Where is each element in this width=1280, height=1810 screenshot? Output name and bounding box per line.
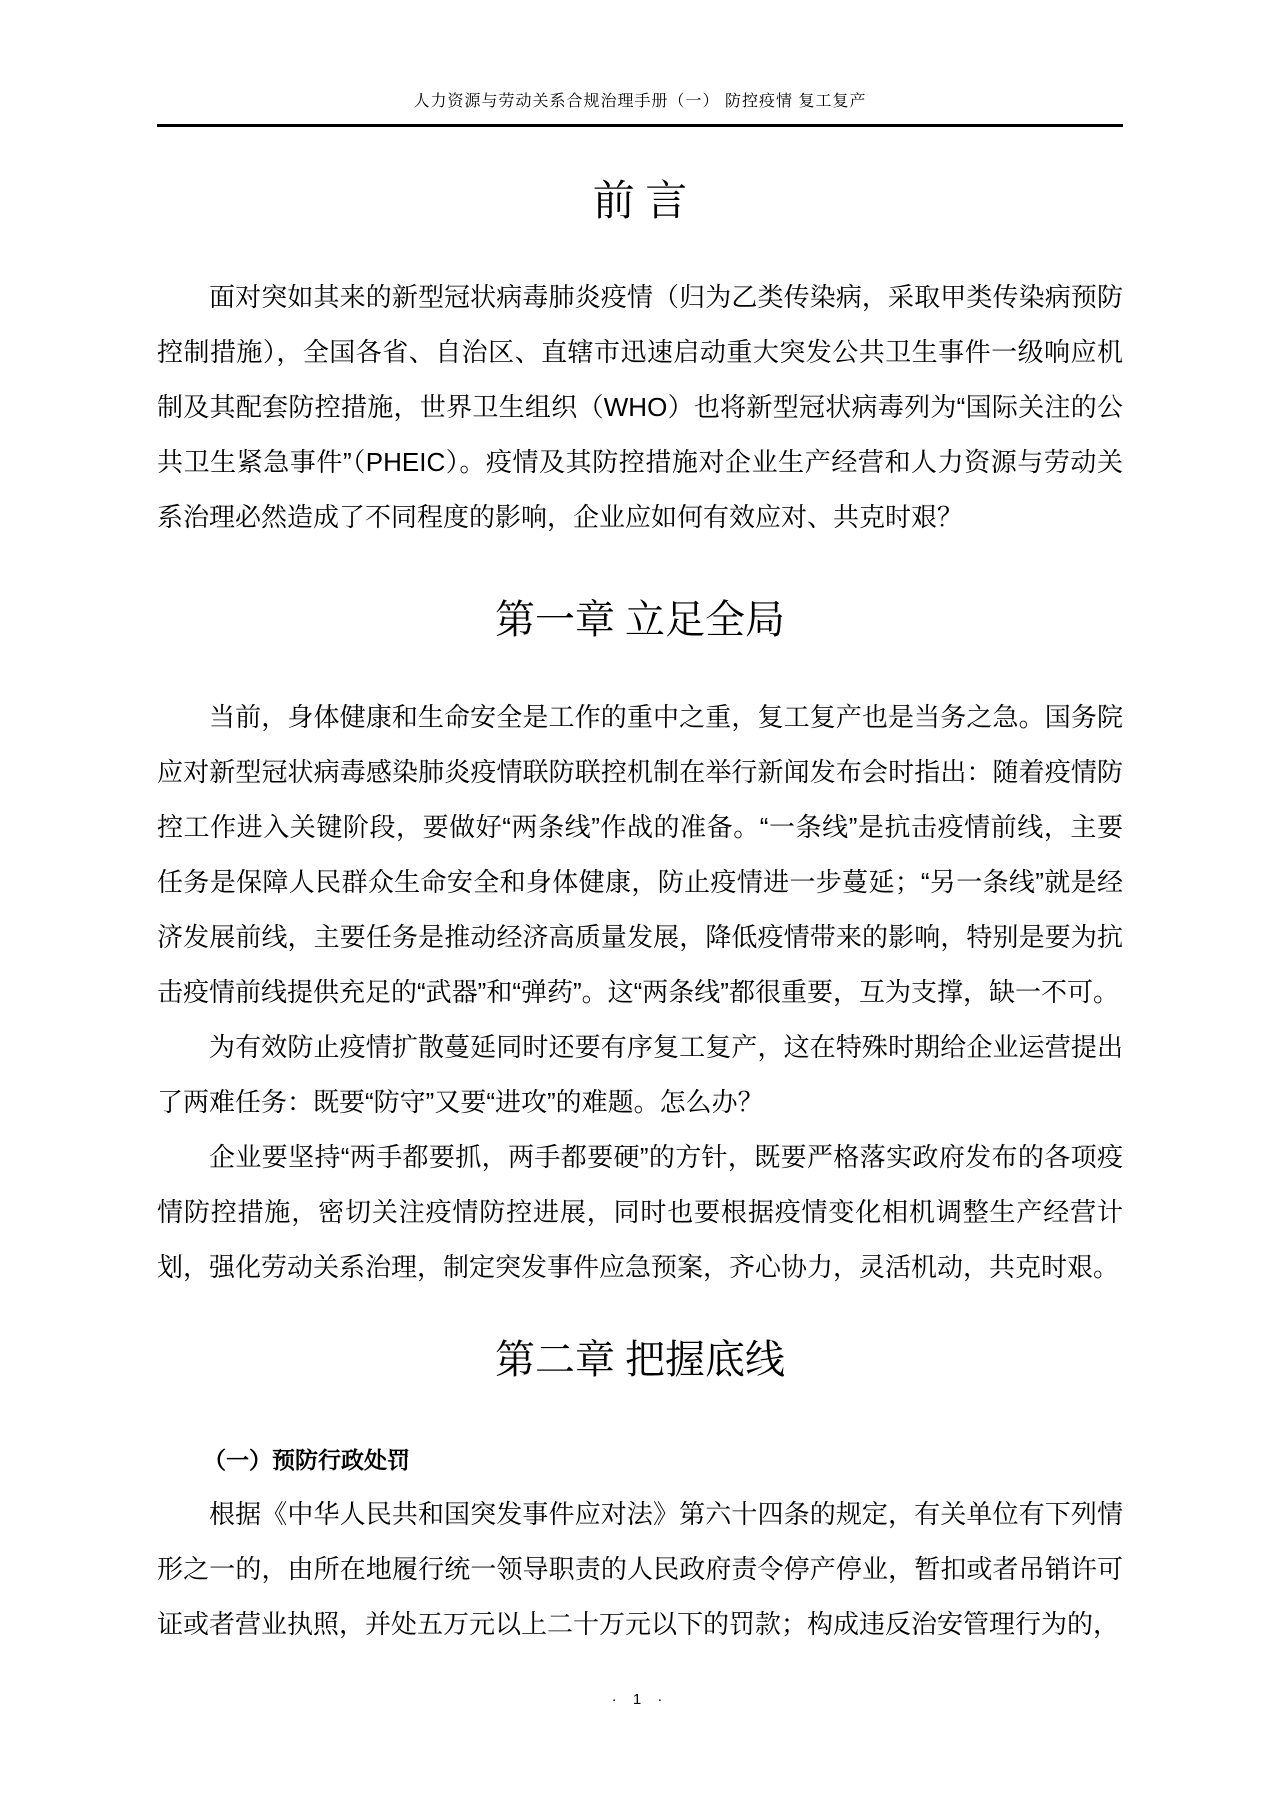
chapter-1-paragraph-1: 当前，身体健康和生命安全是工作的重中之重，复工复产也是当务之急。国务院应对新型冠状病毒感染肺炎疫情联防联控机制在举行新闻发布会时指出：随着疫情防控工作进入关键阶段，要做好“两条线”作战的准备。“一条线”是抗击疫情前线，主要任务是保障人民群众生命安全和身体健康，防止疫情进一步蔓延；“另一条线”就是经济发展前线，主要任务是推动经济高质量发展，降低疫情带来的影响，特别是要为抗击疫情前线提供充足的“武器”和“弹药”。这“两条线”都很重要，互为支撑，缺一不可。 (157, 702, 1123, 1007)
document-title: 前 言 (592, 179, 688, 225)
preface-paragraph: 面对突如其来的新型冠状病毒肺炎疫情（归为乙类传染病，采取甲类传染病预防控制措施），全国各省、自治区、直辖市迅速启动重大突发公共卫生事件一级响应机制及其配套防控措施，世界卫生组织（WHO）也将新型冠状病毒列为“国际关注的公共卫生紧急事件”（PHEIC）。疫情及其防控措施对企业生产经营和人力资源与劳动关系治理必然造成了不同程度的影响，企业应如何有效应对、共克时艰？ (157, 282, 1123, 532)
chapter-2-paragraph-1: 根据《中华人民共和国突发事件应对法》第六十四条的规定，有关单位有下列情形之一的，由所在地履行统一领导职责的人民政府责令停产停业，暂扣或者吊销许可证或者营业执照，并处五万元以上二十万元以下的罚款；构成违反治安管理行为的， (157, 1499, 1123, 1639)
chapter-1-paragraph-2: 为有效防止疫情扩散蔓延同时还要有序复工复产，这在特殊时期给企业运营提出了两难任务：既要“防守”又要“进攻”的难题。怎么办？ (157, 1032, 1123, 1117)
chapter-2-heading: 第二章 把握底线 (495, 1337, 785, 1382)
chapter-1-paragraph-3: 企业要坚持“两手都要抓，两手都要硬”的方针，既要严格落实政府发布的各项疫情防控措施，密切关注疫情防控进展，同时也要根据疫情变化相机调整生产经营计划，强化劳动关系治理，制定突发事件应急预案，齐心协力，灵活机动，共克时艰。 (157, 1142, 1123, 1282)
document-page (157, 0, 1123, 1810)
page-footer (157, 1690, 1123, 1710)
chapter-1-heading: 第一章 立足全局 (495, 597, 785, 642)
page-number: · 1 · (611, 1691, 669, 1708)
page-header (157, 0, 1123, 127)
section-1-heading: （一）预防行政处罚 (203, 1447, 410, 1473)
running-header-text: 人力资源与劳动关系合规治理手册（一） 防控疫情 复工复产 (157, 92, 1123, 127)
